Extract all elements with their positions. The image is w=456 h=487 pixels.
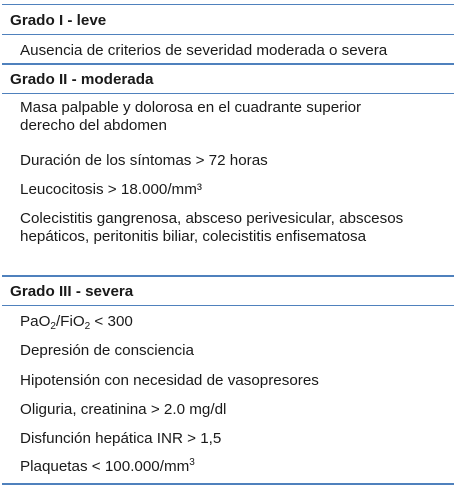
pao2-threshold: < 300 xyxy=(90,313,133,330)
fio2-subscript: 2 xyxy=(84,321,91,332)
list-item: Duración de los síntomas > 72 horas xyxy=(20,152,268,169)
fio2-text: /FiO xyxy=(55,313,85,330)
list-item: Colecistitis gangrenosa, absceso perivesicular, abscesos hepáticos, peritonitis biliar, colecistitis enfisematosa xyxy=(20,210,404,245)
pao2-text: PaO xyxy=(20,313,51,330)
plaquetas-superscript: 3 xyxy=(189,457,195,468)
section-divider xyxy=(2,34,454,35)
pao2-subscript: 2 xyxy=(50,321,56,332)
list-item: Leucocitosis > 18.000/mm³ xyxy=(20,181,202,198)
section-divider xyxy=(2,93,454,94)
section-separator xyxy=(2,63,454,65)
table-bottom-border xyxy=(2,483,454,485)
list-item: Oliguria, creatinina > 2.0 mg/dl xyxy=(20,401,227,418)
plaquetas-text: Plaquetas < 100.000/mm xyxy=(20,458,190,475)
section-divider xyxy=(2,305,454,306)
list-item: Ausencia de criterios de severidad moderada o severa xyxy=(20,42,388,59)
list-item-pao2 xyxy=(20,313,133,331)
list-item-plaquetas xyxy=(20,458,195,476)
list-item: Depresión de consciencia xyxy=(20,342,194,359)
table-top-border xyxy=(2,4,454,5)
list-item: Disfunción hepática INR > 1,5 xyxy=(20,430,222,447)
list-item: Masa palpable y dolorosa en el cuadrante superior derecho del abdomen xyxy=(20,99,362,134)
list-item: Hipotensión con necesidad de vasopresores xyxy=(20,372,319,389)
section-title-grado-3: Grado III - severa xyxy=(10,283,134,300)
section-title-grado-2: Grado II - moderada xyxy=(10,71,154,88)
section-separator xyxy=(2,275,454,277)
section-title-grado-1: Grado I - leve xyxy=(10,12,107,29)
